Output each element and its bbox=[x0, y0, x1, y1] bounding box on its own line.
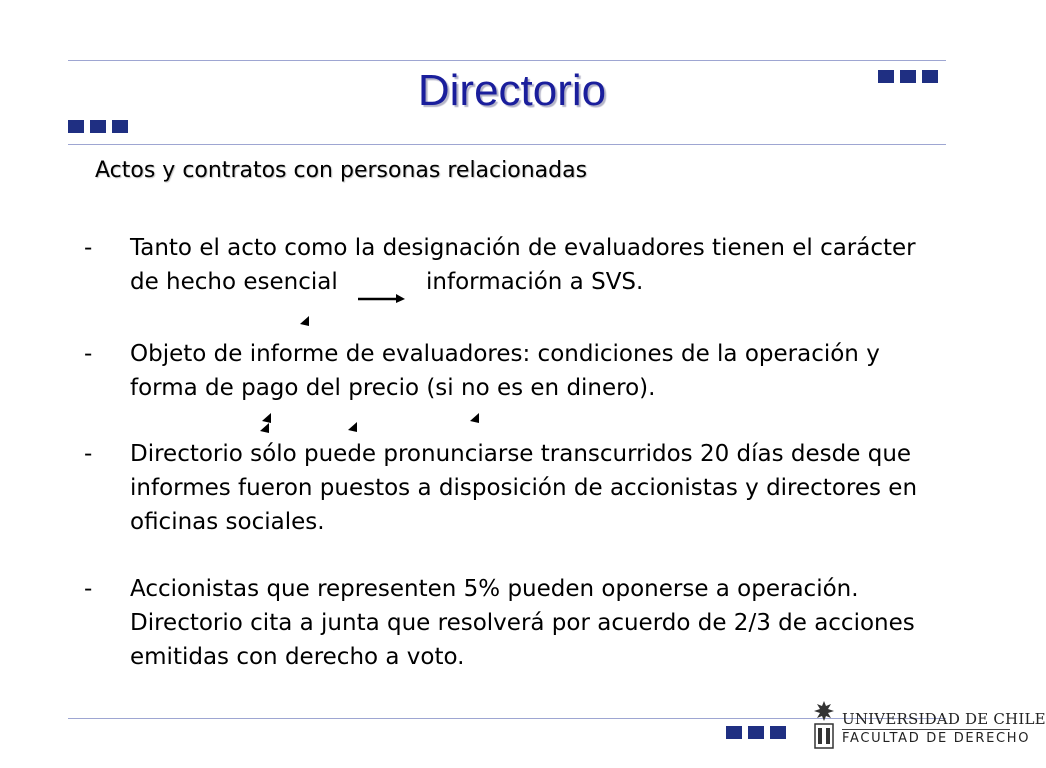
bullet-text bbox=[130, 572, 1000, 674]
bullet-line: informes fueron puestos a disposición de accionistas y directores en bbox=[130, 475, 918, 501]
squares-bottom bbox=[726, 726, 786, 739]
bullet-line: forma de pago del precio (si no es en dinero). bbox=[130, 375, 656, 401]
bullet-marker: - bbox=[84, 341, 93, 367]
arrowhead-icon bbox=[470, 413, 480, 423]
bullet-line: emitidas con derecho a voto. bbox=[130, 644, 465, 670]
slide-subtitle: Actos y contratos con personas relacionadas bbox=[95, 158, 588, 183]
decorative-square-icon bbox=[112, 120, 128, 133]
decorative-square-icon bbox=[90, 120, 106, 133]
title-rule bbox=[68, 144, 946, 145]
arrowhead-icon bbox=[348, 422, 358, 432]
bullet-marker: - bbox=[84, 441, 93, 467]
slide-title: Directorio bbox=[417, 66, 607, 115]
bullet-line: Tanto el acto como la designación de evaluadores tienen el carácter bbox=[130, 235, 916, 261]
faculty-name: FACULTAD DE DERECHO bbox=[842, 731, 1031, 746]
bullet-text bbox=[130, 437, 1000, 539]
bullet-marker: - bbox=[84, 235, 93, 261]
bullet-line: Directorio sólo puede pronunciarse transcurridos 20 días desde que bbox=[130, 441, 912, 467]
arrowhead-icon bbox=[262, 413, 272, 423]
squares-left bbox=[68, 120, 128, 133]
bullet-line: Accionistas que representen 5% pueden oponerse a operación. bbox=[130, 576, 859, 602]
decorative-square-icon bbox=[726, 726, 742, 739]
arrowhead-icon bbox=[300, 316, 310, 326]
bullet-line-part: información a SVS. bbox=[426, 269, 644, 295]
logo-divider bbox=[842, 729, 1010, 730]
top-rule bbox=[68, 60, 946, 61]
bullet-line-part: de hecho esencial bbox=[130, 269, 338, 295]
decorative-square-icon bbox=[748, 726, 764, 739]
arrowhead-icon bbox=[260, 423, 270, 433]
university-logo bbox=[812, 700, 1046, 752]
bullet-line: oficinas sociales. bbox=[130, 509, 325, 535]
bullet-text bbox=[130, 337, 1000, 405]
bullet-line bbox=[130, 265, 1000, 299]
decorative-square-icon bbox=[68, 120, 84, 133]
university-name: UNIVERSIDAD DE CHILE bbox=[842, 710, 1046, 728]
decorative-square-icon bbox=[770, 726, 786, 739]
bullet-line: Directorio cita a junta que resolverá por acuerdo de 2/3 de acciones bbox=[130, 610, 915, 636]
bullet-line: Objeto de informe de evaluadores: condiciones de la operación y bbox=[130, 341, 880, 367]
bullet-marker: - bbox=[84, 576, 93, 602]
university-crest-icon bbox=[812, 700, 836, 750]
bullet-text bbox=[130, 231, 1000, 299]
right-arrow-icon bbox=[358, 279, 406, 313]
